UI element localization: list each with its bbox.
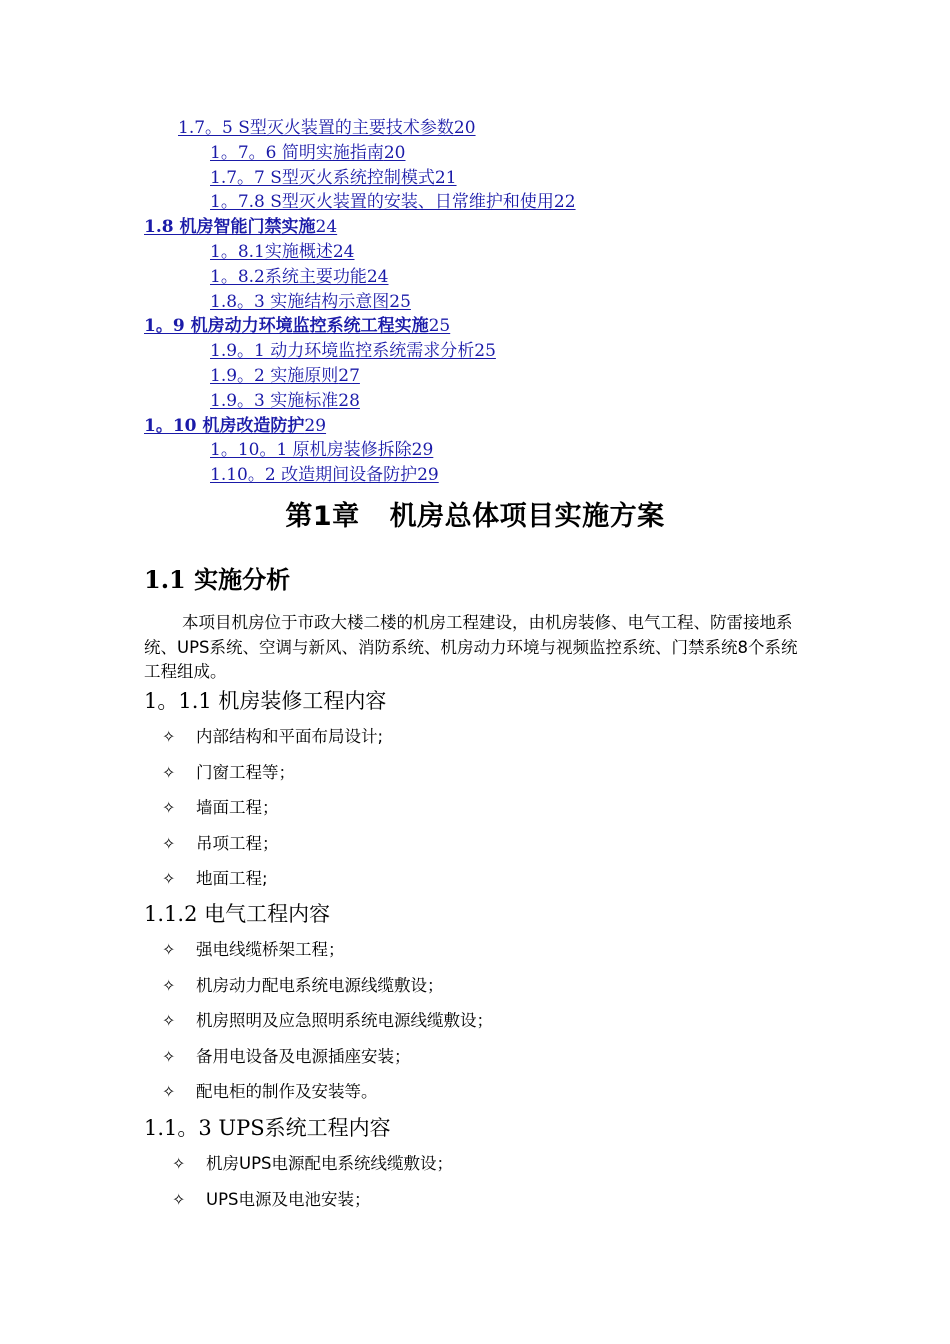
toc-page: 21 (434, 167, 457, 188)
toc-title: 1。9 机房动力环境监控系统工程实施 (144, 316, 429, 337)
toc-page: 25 (428, 316, 451, 337)
toc-title: 1.8 机房智能门禁实施 (144, 217, 316, 238)
toc-title: 1.7。5 S型灭火装置的主要技术参数 (178, 118, 454, 138)
toc-link[interactable] (210, 242, 355, 262)
toc-entry (0, 438, 950, 463)
list-item-text: 机房UPS电源配电系统线缆敷设； (206, 1154, 454, 1173)
toc-entry (0, 166, 950, 191)
chapter-name: 机房总体项目实施方案 (389, 501, 665, 532)
toc-title: 1。10 机房改造防护 (144, 415, 305, 436)
list-item (0, 867, 950, 903)
toc-link[interactable] (210, 267, 389, 287)
bullet-icon: ✧ (172, 1189, 186, 1209)
bullet-icon: ✧ (162, 1011, 176, 1030)
toc-page: 24 (332, 241, 355, 262)
toc-link[interactable] (144, 416, 326, 436)
toc-title: 1.10。2 改造期间设备防护 (210, 465, 418, 486)
toc-page: 20 (453, 118, 476, 138)
toc-entry (0, 339, 950, 364)
toc-entry (0, 364, 950, 389)
toc-title: 1。10。1 原机房装修拆除 (210, 440, 412, 461)
list-item-text: 备用电设备及电源插座安装； (196, 1046, 411, 1066)
toc-page: 27 (338, 365, 360, 386)
subsection-heading: 1.1.2 电气工程内容 (144, 902, 331, 926)
chapter-title (0, 494, 950, 533)
list-item (0, 1045, 950, 1081)
toc-title: 1.9。1 动力环境监控系统需求分析 (210, 341, 475, 362)
chapter-number: 第1章 (285, 501, 360, 532)
bullet-icon: ✧ (162, 975, 176, 995)
toc-page: 22 (553, 192, 576, 213)
toc-link[interactable] (210, 192, 576, 212)
bullet-icon: ✧ (162, 940, 176, 959)
toc-entry (0, 190, 950, 215)
toc-link[interactable] (210, 366, 360, 386)
list-item (0, 1188, 950, 1224)
toc-page: 25 (474, 341, 496, 362)
toc-page: 29 (411, 440, 434, 461)
toc-title: 1。7。6 简明实施指南 (210, 142, 384, 163)
bullet-icon: ✧ (162, 727, 176, 746)
subsection-heading: 1。1.1 机房装修工程内容 (144, 689, 387, 713)
list-item-text: 地面工程; (196, 869, 268, 888)
list-item (0, 832, 950, 868)
toc-title: 1.9。3 实施标准 (210, 390, 339, 411)
list-item-text: 机房照明及应急照明系统电源线缆敷设； (196, 1011, 493, 1030)
bullet-icon: ✧ (162, 1046, 176, 1066)
toc-entry (0, 389, 950, 414)
toc-page: 28 (338, 390, 360, 411)
toc-entry (0, 240, 950, 265)
bullet-icon: ✧ (162, 798, 176, 817)
toc-link[interactable] (210, 465, 439, 485)
toc-title: 1.8。3 实施结构示意图 (210, 291, 390, 312)
toc-link[interactable] (210, 168, 457, 188)
bullet-list (0, 938, 950, 1116)
toc-link[interactable] (178, 118, 476, 138)
list-item (0, 1080, 950, 1116)
toc-page: 24 (366, 266, 389, 287)
toc-title: 1。7.8 S型灭火装置的安装、日常维护和使用 (210, 192, 554, 213)
list-item-text: UPS电源及电池安装； (206, 1189, 371, 1209)
toc-link[interactable] (144, 217, 337, 237)
toc-page: 29 (417, 465, 439, 486)
toc-link[interactable] (210, 440, 433, 460)
bullet-icon: ✧ (172, 1154, 186, 1173)
list-item-text: 吊项工程； (196, 833, 279, 853)
toc-entry (0, 215, 950, 240)
toc-link[interactable] (144, 316, 450, 336)
list-item (0, 761, 950, 797)
toc-link[interactable] (210, 341, 496, 361)
bullet-list (0, 725, 950, 903)
list-item-text: 强电线缆桥架工程； (196, 940, 345, 959)
bullet-icon: ✧ (162, 1082, 176, 1101)
list-item-text: 门窗工程等； (196, 762, 295, 782)
toc-entry (0, 141, 950, 166)
toc-entry (0, 463, 950, 488)
toc-entry (0, 414, 950, 439)
list-item (0, 796, 950, 832)
toc-link[interactable] (210, 391, 360, 411)
list-item-text: 墙面工程； (196, 798, 279, 817)
list-item-text: 内部结构和平面布局设计; (196, 727, 384, 746)
list-item (0, 974, 950, 1010)
toc-entry (0, 265, 950, 290)
toc-title: 1.9。2 实施原则 (210, 365, 339, 386)
list-item (0, 938, 950, 974)
toc-title: 1.7。7 S型灭火系统控制模式 (210, 167, 435, 188)
section-paragraph: 本项目机房位于市政大楼二楼的机房工程建设，由机房装修、电气工程、防雷接地系统、UPS系统、空调与新风、消防系统、机房动力环境与视频监控系统、门禁系统8个系统工程组成。 (144, 613, 798, 682)
table-of-contents (0, 116, 950, 488)
subsection-heading: 1.1。3 UPS系统工程内容 (144, 1116, 391, 1140)
toc-entry (0, 314, 950, 339)
list-item (0, 1009, 950, 1045)
bullet-icon: ✧ (162, 833, 176, 853)
toc-page: 29 (304, 415, 327, 436)
toc-title: 1。8.2系统主要功能 (210, 266, 367, 287)
list-item-text: 机房动力配电系统电源线缆敷设； (196, 975, 444, 995)
list-item-text: 配电柜的制作及安装等。 (196, 1082, 378, 1101)
section-heading: 1.1 实施分析 (144, 565, 291, 594)
toc-page: 24 (315, 217, 338, 238)
toc-entry (0, 290, 950, 315)
list-item (0, 725, 950, 761)
bullet-list (0, 1152, 950, 1223)
toc-link[interactable] (210, 292, 411, 312)
list-item (0, 1152, 950, 1188)
toc-page: 20 (383, 142, 406, 163)
toc-entry (0, 116, 950, 141)
bullet-icon: ✧ (162, 762, 176, 782)
toc-page: 25 (389, 291, 411, 312)
toc-link[interactable] (210, 143, 406, 163)
bullet-icon: ✧ (162, 869, 176, 888)
toc-title: 1。8.1实施概述 (210, 241, 333, 262)
